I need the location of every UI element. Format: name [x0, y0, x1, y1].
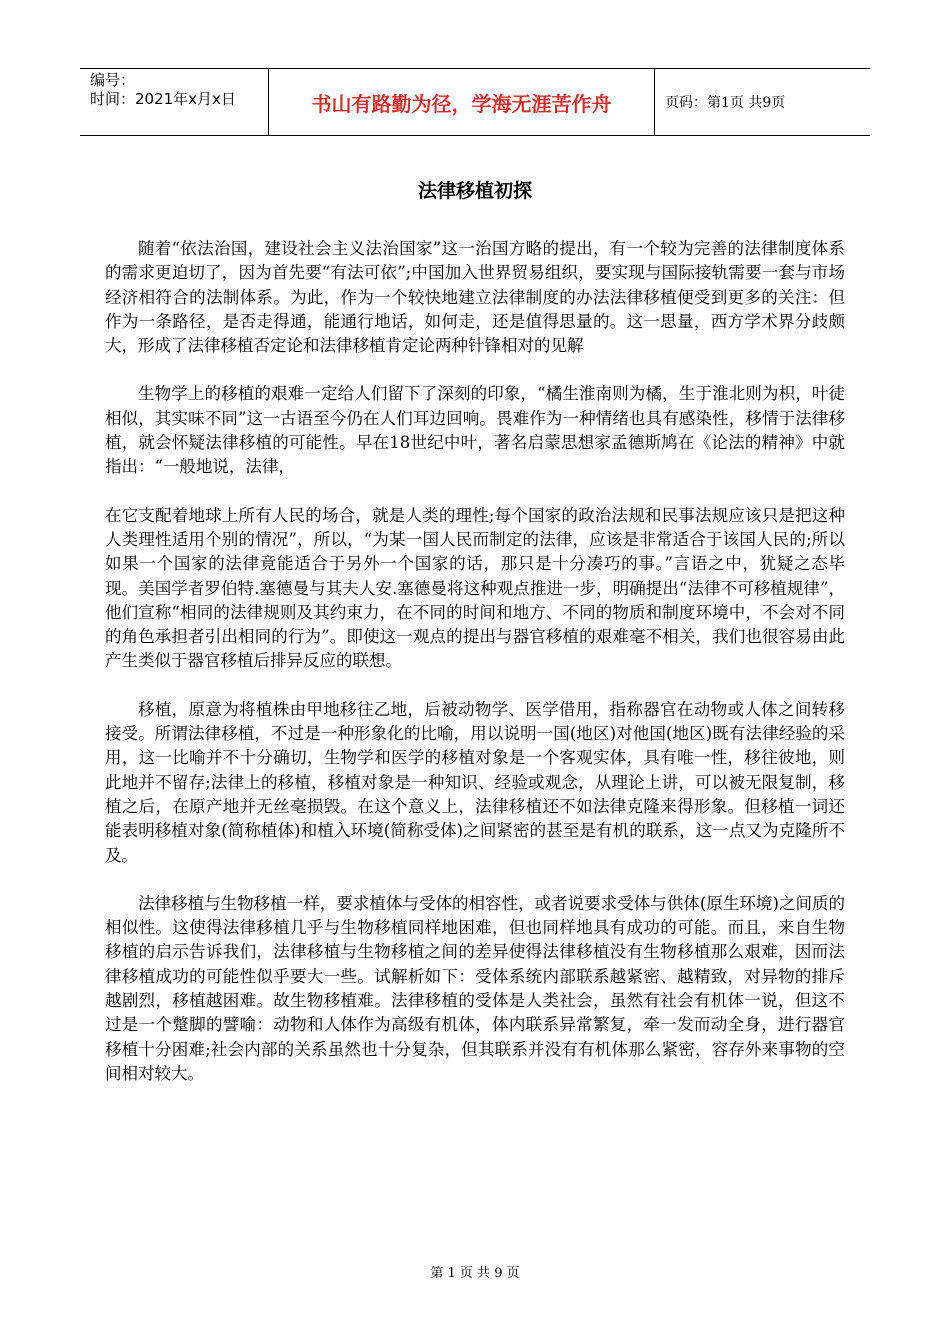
paragraph: 随着“依法治国，建设社会主义法治国家”这一治国方略的提出，有一个较为完善的法律制度体系的需求更迫切了，因为首先要“有法可依”;中国加入世界贸易组织，要实现与国际接轨需要一套与市场经济相符合的法制体系。为此，作为一个较快地建立法律制度的办法法律移植便受到更多的关注：但作为一条路径，是否走得通，能通行地话，如何走，还是值得思量的。这一思量，西方学术界分歧颇大，形成了法律移植否定论和法律移植肯定论两种针锋相对的见解 [105, 239, 845, 356]
document-body [105, 237, 845, 1110]
header-table [80, 68, 870, 136]
paragraph: 移植，原意为将植株由甲地移往乙地，后被动物学、医学借用，指称器官在动物或人体之间转移接受。所谓法律移植，不过是一种形象化的比喻，用以说明一国(地区)对他国(地区)既有法律经验的采用，这一比喻并不十分确切，生物学和医学的移植对象是一个客观实体，具有唯一性，移往彼地，则此地并不留存;法律上的移植，移植对象是一种知识、经验或观念，从理论上讲，可以被无限复制，移植之后，在原产地并无丝毫损毁。在这个意义上，法律移植还不如法律克隆来得形象。但移植一词还能表明移植对象(简称植体)和植入环境(简称受体)之间紧密的甚至是有机的联系，这一点又为克隆所不及。 [105, 699, 845, 865]
paragraph: 法律移植与生物移植一样，要求植体与受体的相容性，或者说要求受体与供体(原生环境)之间质的相似性。这使得法律移植几乎与生物移植同样地困难，但也同样地具有成功的可能。而且，来自生物移植的启示告诉我们，法律移植与生物移植之间的差异使得法律移植没有生物移植那么艰难，因而法律移植成功的可能性似乎要大一些。试解析如下：受体系统内部联系越紧密、越精致，对异物的排斥越剧烈，移植越困难。故生物移植难。法律移植的受体是人类社会，虽然有社会有机体一说，但这不过是一个蹩脚的譬喻：动物和人体作为高级有机体，体内联系异常繁复，牵一发而动全身，进行器官移植十分困难;社会内部的关系虽然也十分复杂，但其联系并没有有机体那么紧密，容存外来事物的空间相对较大。 [105, 893, 845, 1083]
page-footer: 第 1 页 共 9 页 [430, 1266, 520, 1281]
header-motto: 书山有路勤为径，学海无涯苦作舟 [269, 69, 655, 135]
paragraph: 在它支配着地球上所有人民的场合，就是人类的理性;每个国家的政治法规和民事法规应该只是把这种人类理性适用个别的情况”，所以，“为某一国人民而制定的法律，应该是非常适合于该国人民的;所以如果一个国家的法律竟能适合于另外一个国家的话，那只是十分凑巧的事。”言语之中，犹疑之态毕现。美国学者罗伯特.塞德曼与其夫人安.塞德曼将这种观点推进一步，明确提出“法律不可移植规律”，他们宣称“相同的法律规则及其约束力，在不同的时间和地方、不同的物质和制度环境中，不会对不同的角色承担者引出相同的行为”。即使这一观点的提出与器官移植的艰难毫不相关，我们也很容易由此产生类似于器官移植后排异反应的联想。 [105, 505, 845, 671]
header-meta [80, 69, 269, 135]
document-title: 法律移植初探 [417, 180, 532, 202]
header-page-info: 页码：第1页 共9页 [665, 95, 786, 111]
document-time: 时间：2021年x月x日 [90, 90, 236, 108]
paragraph: 生物学上的移植的艰难一定给人们留下了深刻的印象，“橘生淮南则为橘，生于淮北则为枳，叶徒相似，其实味不同”这一古语至今仍在人们耳边回响。畏难作为一种情绪也具有感染性，移情于法律移植，就会怀疑法律移植的可能性。早在18世纪中叶，著名启蒙思想家孟德斯鸠在《论法的精神》中就指出：“一般地说，法律， [105, 384, 845, 477]
document-number: 编号： [90, 71, 136, 89]
